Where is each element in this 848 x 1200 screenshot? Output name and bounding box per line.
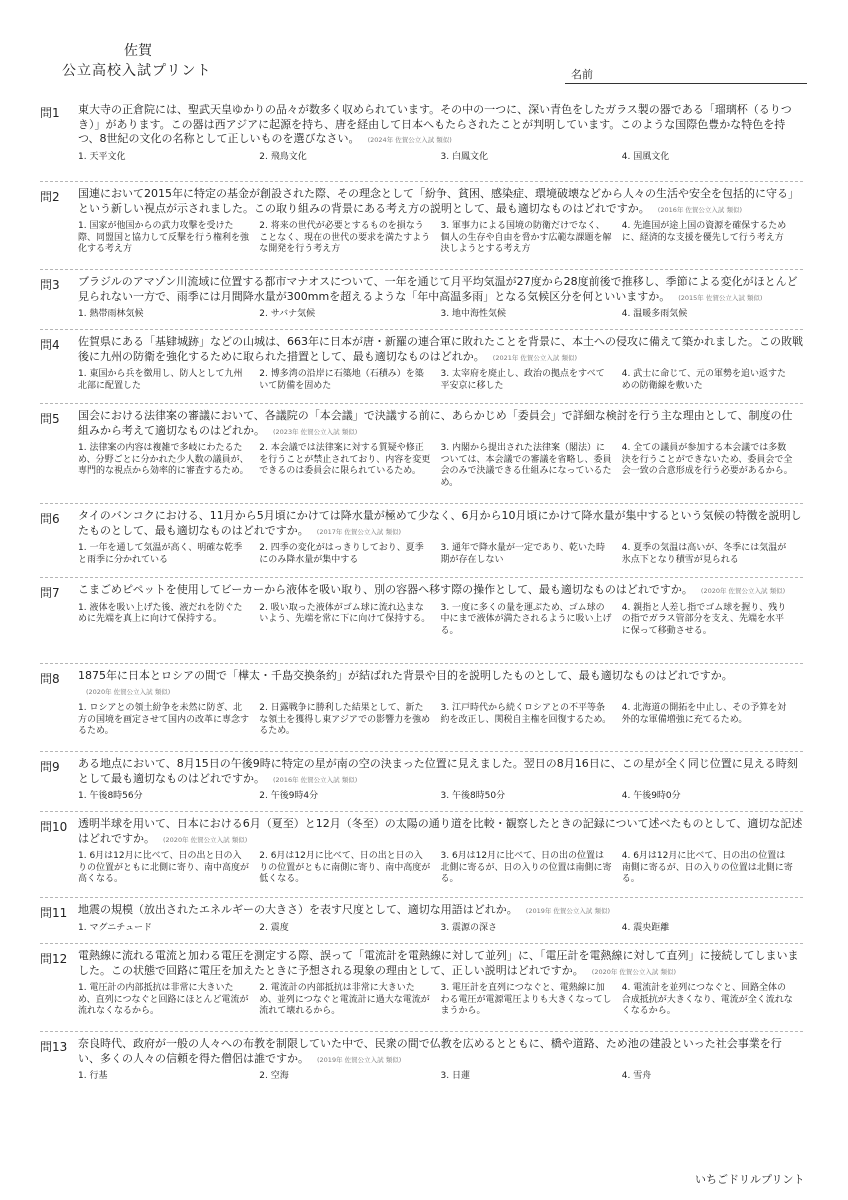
option[interactable]: 3. 地中海性気候	[440, 309, 506, 319]
option[interactable]: 2. 博多湾の沿岸に石築地（石積み）を築いて防備を固めた	[259, 369, 424, 391]
option-list	[78, 152, 803, 164]
option[interactable]: 4. 温暖多雨気候	[621, 309, 688, 319]
option[interactable]: 1. 天平文化	[78, 151, 126, 162]
question-text	[78, 335, 803, 365]
question-source: (2021年 佐賀公立入試 類似)	[492, 353, 578, 362]
option[interactable]: 3. 太宰府を廃止し、政治の拠点をすべて平安京に移した	[440, 369, 605, 391]
option[interactable]: 4. 6月は12月に比べて、日の出の位置は南側に寄るが、日の入りの位置は北側に寄る。	[621, 851, 793, 884]
question-stem: 佐賀県にある「基肄城跡」などの山城は、663年に日本が唐・新羅の連合軍に敗れたことを背景に、本土への侵攻に備えて築かれました。この敗戦後に九州の防衛を強化するために取られた措置として、最も適切なものはどれか。	[78, 335, 803, 363]
question-number: 問10	[40, 820, 68, 834]
option[interactable]: 1. 東国から兵を徴用し、防人として九州北部に配置した	[78, 369, 243, 391]
question-text	[78, 817, 803, 847]
question-stem: 国連において2015年に特定の基金が創設された際、その理念として「紛争、貧困、感染症、環境破壊などから人々の生活や安全を包括的に守る」という新しい視点が示されました。この取り組みの背景にある考え方の説明として、最も適切なものはどれですか。	[78, 187, 799, 215]
question-12	[40, 944, 803, 1032]
question-source: (2020年 佐賀公立入試 類似)	[700, 587, 786, 595]
question-source: (2016年 佐賀公立入試 類似)	[273, 775, 358, 784]
question-body	[78, 275, 803, 325]
question-source: (2023年 佐賀公立入試 類似)	[273, 427, 358, 436]
option[interactable]: 1. 電圧計の内部抵抗は非常に大きいため、直列につなぐと回路にほとんど電流が流れなくなるから。	[78, 983, 249, 1016]
question-number: 問5	[40, 412, 60, 426]
name-label: 名前	[571, 68, 593, 81]
question-6	[40, 504, 803, 578]
question-source: (2024年 佐賀公立入試 類似)	[367, 136, 452, 144]
question-11	[40, 898, 803, 944]
option[interactable]: 1. 法律案の内容は複雑で多岐にわたるため、分野ごとに分かれた少人数の議員が、専門的な視点から効率的に審査するため。	[78, 443, 249, 476]
question-4	[40, 330, 803, 404]
question-text	[78, 583, 803, 599]
question-source: (2020年 佐賀公立入試 類似)	[86, 687, 171, 696]
question-stem: ブラジルのアマゾン川流域に位置する都市マナオスについて、一年を通じて月平均気温が27度から28度前後で推移し、季節による変化がほとんど見られない一方で、雨季には月間降水量が300mmを超えるような「年中高温多雨」となる気候区分を何といいますか。	[78, 275, 798, 303]
option-list	[78, 703, 803, 738]
question-number: 問11	[40, 906, 68, 920]
question-number: 問13	[40, 1040, 68, 1054]
option-list	[78, 923, 803, 935]
question-body	[78, 187, 803, 265]
question-7	[40, 578, 803, 664]
question-stem: 地震の規模（放出されたエネルギーの大きさ）を表す尺度として、適切な用語はどれか。	[78, 903, 518, 916]
question-list	[40, 98, 803, 1158]
option[interactable]: 2. 本会議では法律案に対する質疑や修正を行うことが禁止されており、内容を変更できるのは委員会に限られているため。	[259, 443, 431, 476]
option[interactable]: 1. 液体を吸い上げた後、液だれを防ぐために先端を真上に向けて保持する。	[78, 602, 243, 624]
question-text	[78, 409, 803, 439]
page-header	[0, 0, 848, 100]
option-list	[78, 543, 803, 566]
option-list	[78, 603, 803, 638]
question-number: 問1	[40, 106, 60, 120]
option[interactable]: 2. 電流計の内部抵抗は非常に大きいため、並列につなぐと電流計に過大な電流が流れて壊れるから。	[259, 983, 430, 1016]
question-text	[78, 949, 803, 979]
option[interactable]: 4. 震央距離	[621, 922, 670, 933]
footer-brand: いちごドリルプリント	[695, 1173, 805, 1186]
question-number: 問6	[40, 512, 60, 526]
question-source: (2020年 佐賀公立入試 類似)	[163, 835, 248, 844]
option-list	[78, 369, 803, 392]
option-list	[78, 791, 803, 803]
question-8	[40, 664, 803, 752]
option[interactable]: 2. 6月は12月に比べて、日の出と日の入りの位置がともに南側に寄り、南中高度が低くなる。	[259, 851, 431, 884]
question-3	[40, 270, 803, 330]
option[interactable]: 4. 北海道の開拓を中止し、その予算を対外的な軍備増強に充てるため。	[621, 703, 787, 725]
page-title: 公立高校入試プリント	[62, 63, 212, 79]
option[interactable]: 3. 午後8時50分	[440, 791, 506, 801]
option[interactable]: 2. サバナ気候	[259, 309, 316, 319]
question-1	[40, 98, 803, 182]
option[interactable]: 3. 通年で降水量が一定であり、乾いた時期が存在しない	[440, 543, 605, 565]
question-text	[78, 757, 803, 787]
question-stem: 電熱線に流れる電流と加わる電圧を測定する際、誤って「電流計を電熱線に対して並列」に、「電圧計を電熱線に対して直列」に接続してしまいました。この状態で回路に電圧を加えたときに予想される現象の理由として、正しい説明はどれですか。	[78, 949, 799, 977]
name-field-line[interactable]	[565, 83, 807, 84]
question-number: 問8	[40, 672, 60, 686]
question-stem: タイのバンコクにおける、11月から5月頃にかけては降水量が極めて少なく、6月から10月頃にかけて降水量が集中するという気候の特徴を説明したものとして、最も適切なものはどれですか。	[78, 509, 802, 537]
question-text	[78, 509, 803, 539]
question-body	[78, 583, 803, 659]
question-text	[78, 1037, 803, 1067]
option[interactable]: 3. 電圧計を直列につなぐと、電熱線に加わる電圧が電源電圧よりも大きくなってしまうから。	[440, 983, 612, 1016]
option-list	[78, 851, 803, 886]
option[interactable]: 4. 夏季の気温は高いが、冬季には気温が氷点下となり積雪が見られる	[621, 543, 787, 565]
question-body	[78, 949, 803, 1027]
question-stem: ある地点において、8月15日の午後9時に特定の星が南の空の決まった位置に見えました。翌日の8月16日に、この星が全く同じ位置に見える時刻として最も適切なものはどれですか。	[78, 757, 798, 785]
option[interactable]: 3. 6月は12月に比べて、日の出の位置は北側に寄るが、日の入りの位置は南側に寄る。	[440, 851, 612, 884]
question-stem: 透明半球を用いて、日本における6月（夏至）と12月（冬至）の太陽の通り道を比較・観察したときの記録について述べたものとして、適切な記述はどれですか。	[78, 817, 803, 845]
question-10	[40, 812, 803, 898]
question-text	[78, 187, 803, 217]
option-list	[78, 309, 803, 321]
option[interactable]: 1. 午後8時56分	[78, 791, 143, 801]
question-number: 問7	[40, 586, 60, 600]
question-source: (2019年 佐賀公立入試 類似)	[317, 1055, 402, 1064]
option[interactable]: 2. 吸い取った液体がゴム球に流れ込まないよう、先端を常に下に向けて保持する。	[259, 602, 431, 624]
option[interactable]: 4. 国風文化	[621, 151, 670, 162]
question-number: 問2	[40, 190, 60, 204]
option[interactable]: 2. 空海	[259, 1071, 289, 1081]
option-list	[78, 1071, 803, 1083]
prefecture-title: 佐賀	[124, 43, 152, 59]
option[interactable]: 1. ロシアとの領土紛争を未然に防ぎ、北方の国境を画定させて国内の改革に専念するため。	[78, 703, 250, 736]
question-number: 問9	[40, 760, 60, 774]
question-source: (2019年 佐賀公立入試 類似)	[525, 907, 611, 915]
option[interactable]: 4. 先進国が途上国の資源を確保するために、経済的な支援を優先して行う考え方	[621, 221, 787, 243]
question-number: 問3	[40, 278, 60, 292]
question-body	[78, 409, 803, 499]
option[interactable]: 2. 震度	[259, 922, 289, 933]
option[interactable]: 2. 日露戦争に勝利した結果として、新たな領土を獲得し東アジアでの影響力を強めるため。	[259, 703, 431, 736]
question-stem: 東大寺の正倉院には、聖武天皇ゆかりの品々が数多く収められています。その中の一つに、深い青色をしたガラス製の器である「瑠璃杯（るりつき）」があります。この器は西アジアに起源を持ち、唐を経由して日本へもたらされたことが判明しています。このような国際色豊かな特色を持つ、8世紀の文化の名称として正しいものを選びなさい。	[78, 103, 792, 145]
option[interactable]: 3. 軍事力による国境の防衛だけでなく、個人の生存や自由を脅かす広範な課題を解決しようとする考え方	[440, 221, 612, 254]
option[interactable]: 4. 武士に命じて、元の軍勢を追い返すための防衛線を敷いた	[621, 369, 787, 391]
option-list	[78, 221, 803, 256]
option[interactable]: 3. 内閣から提出された法律案（閣法）については、本会議での審議を省略し、委員会のみで決議できる仕組みになっているため。	[440, 443, 612, 488]
option[interactable]: 1. 一年を通して気温が高く、明確な乾季と雨季に分かれている	[78, 543, 243, 565]
question-stem: 国会における法律案の審議において、各議院の「本会議」で決議する前に、あらかじめ「委員会」で詳細な検討を行う主な理由として、制度の仕組みから考えて適切なものはどれか。	[78, 409, 793, 437]
option[interactable]: 4. 親指と人差し指でゴム球を握り、残りの指でガラス管部分を支え、先端を水平に保って移動させる。	[621, 602, 787, 636]
option[interactable]: 1. 国家が他国からの武力攻撃を受けた際、同盟国と協力して反撃を行う権利を強化する考え方	[78, 221, 250, 254]
option-list	[78, 983, 803, 1018]
option[interactable]: 3. 震源の深さ	[440, 922, 497, 933]
option[interactable]: 1. 行基	[78, 1071, 108, 1081]
question-body	[78, 509, 803, 573]
option[interactable]: 2. 将来の世代が必要とするものを損なうことなく、現在の世代の要求を満たすような開発を行う考え方	[259, 221, 431, 254]
question-body	[78, 817, 803, 893]
question-number: 問12	[40, 952, 68, 966]
option[interactable]: 4. 雪舟	[621, 1071, 652, 1081]
option[interactable]: 1. 熱帯雨林気候	[78, 309, 144, 319]
question-text	[78, 275, 803, 305]
question-body	[78, 903, 803, 939]
option[interactable]: 3. 江戸時代から続くロシアとの不平等条約を改正し、関税自主権を回復するため。	[440, 703, 612, 725]
option[interactable]: 3. 日蓮	[440, 1071, 470, 1081]
option-list	[78, 443, 803, 489]
question-text	[78, 103, 803, 148]
question-body	[78, 103, 803, 177]
question-5	[40, 404, 803, 504]
option[interactable]: 4. 全ての議員が参加する本会議では多数決を行うことができないため、委員会で全会一致の合意形成を行う必要があるから。	[621, 443, 793, 476]
question-source: (2020年 佐賀公立入試 類似)	[591, 967, 677, 976]
option[interactable]: 3. 白鳳文化	[440, 151, 488, 162]
question-13	[40, 1032, 803, 1098]
question-source: (2015年 佐賀公立入試 類似)	[678, 293, 763, 302]
question-number: 問4	[40, 338, 60, 352]
option[interactable]: 4. 午後9時0分	[621, 791, 681, 801]
question-body	[78, 335, 803, 399]
question-2	[40, 182, 803, 270]
option[interactable]: 3. 一度に多くの量を運ぶため、ゴム球の中にまで液体が満たされるように吸い上げる。	[440, 602, 612, 636]
question-body	[78, 1037, 803, 1094]
question-text	[78, 903, 803, 919]
question-stem: 奈良時代、政府が一般の人々への布教を制限していた中で、民衆の間で仏教を広めるとともに、橋や道路、ため池の建設といった社会事業を行い、多くの人々の信頼を得た僧侶は誰ですか。	[78, 1037, 782, 1065]
option[interactable]: 2. 飛鳥文化	[259, 151, 307, 162]
question-body	[78, 669, 803, 747]
option[interactable]: 1. 6月は12月に比べて、日の出と日の入りの位置がともに北側に寄り、南中高度が高くなる。	[78, 851, 250, 884]
option[interactable]: 1. マグニチュード	[78, 922, 152, 933]
question-stem: こまごめピペットを使用してビーカーから液体を吸い取り、別の容器へ移す際の操作として、最も適切なものはどれですか。	[78, 583, 693, 596]
option[interactable]: 2. 四季の変化がはっきりしており、夏季にのみ降水量が集中する	[259, 543, 424, 565]
question-text	[78, 669, 803, 699]
question-source: (2016年 佐賀公立入試 類似)	[657, 205, 743, 214]
question-stem: 1875年に日本とロシアの間で「樺太・千島交換条約」が結ばれた背景や目的を説明したものとして、最も適切なものはどれですか。	[78, 669, 733, 682]
option[interactable]: 4. 電流計を並列につなぐと、回路全体の合成抵抗が大きくなり、電流が全く流れなくなるから。	[621, 983, 793, 1016]
question-9	[40, 752, 803, 812]
question-body	[78, 757, 803, 807]
question-source: (2017年 佐賀公立入試 類似)	[316, 527, 402, 536]
option[interactable]: 2. 午後9時4分	[259, 791, 319, 801]
